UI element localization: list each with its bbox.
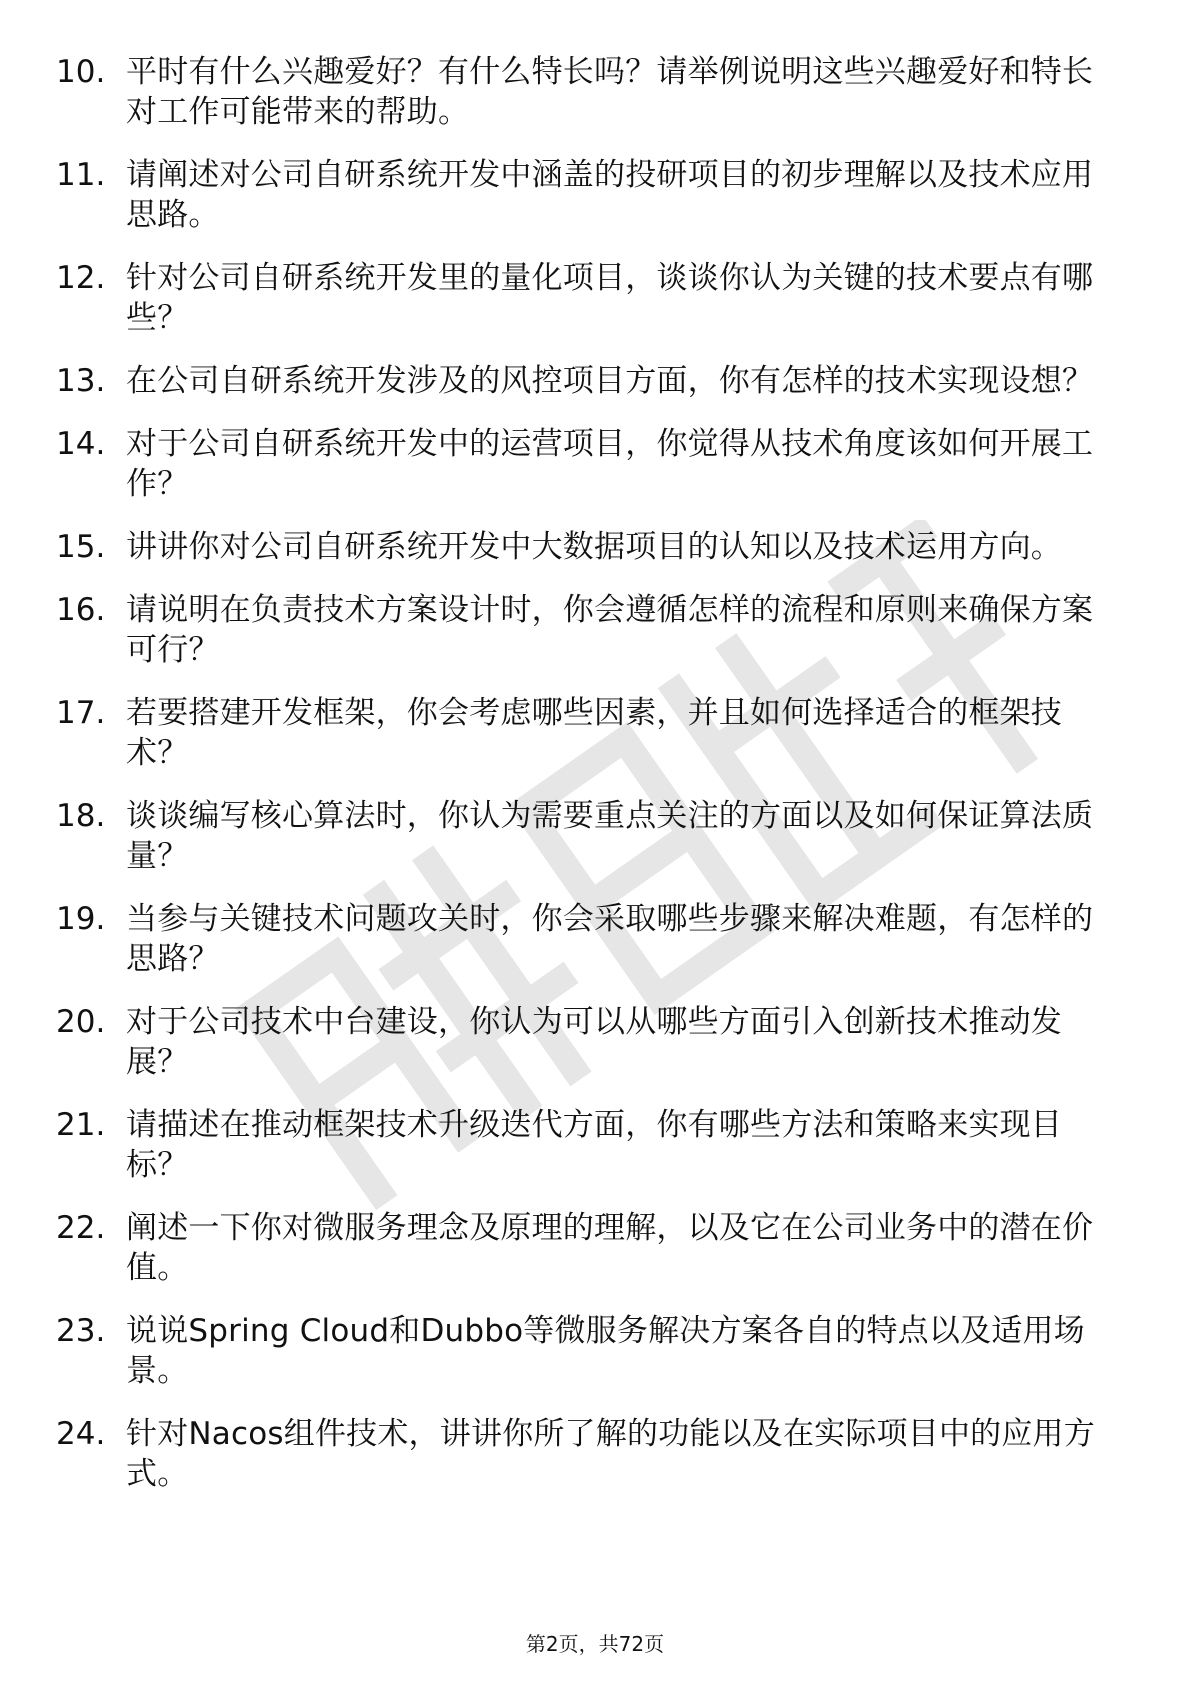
question-number: 19. — [56, 901, 106, 937]
question-text: 请描述在推动框架技术升级迭代方面，你有哪些方法和策略来实现目标？ — [126, 1107, 1062, 1183]
question-number: 23. — [56, 1313, 106, 1349]
question-text: 针对Nacos组件技术，讲讲你所了解的功能以及在实际项目中的应用方式。 — [126, 1416, 1095, 1492]
question-list — [56, 52, 1116, 1517]
question-item — [56, 258, 1116, 338]
question-item — [56, 693, 1116, 773]
question-item — [56, 1208, 1116, 1288]
question-text: 针对公司自研系统开发里的量化项目，谈谈你认为关键的技术要点有哪些？ — [126, 260, 1094, 336]
question-text: 平时有什么兴趣爱好？有什么特长吗？请举例说明这些兴趣爱好和特长对工作可能带来的帮助。 — [126, 54, 1094, 130]
question-number: 11. — [56, 157, 106, 193]
question-text: 对于公司自研系统开发中的运营项目，你觉得从技术角度该如何开展工作？ — [126, 426, 1094, 502]
question-text: 说说Spring Cloud和Dubbo等微服务解决方案各自的特点以及适用场景。 — [126, 1313, 1085, 1389]
question-item — [56, 1105, 1116, 1185]
question-number: 15. — [56, 529, 106, 565]
question-text: 当参与关键技术问题攻关时，你会采取哪些步骤来解决难题，有怎样的思路？ — [126, 901, 1094, 977]
question-number: 22. — [56, 1210, 106, 1246]
question-number: 17. — [56, 695, 106, 731]
question-number: 10. — [56, 54, 106, 90]
question-text: 谈谈编写核心算法时，你认为需要重点关注的方面以及如何保证算法质量？ — [126, 798, 1094, 874]
question-item — [56, 590, 1116, 670]
question-number: 16. — [56, 592, 106, 628]
question-item — [56, 52, 1116, 132]
question-item — [56, 1002, 1116, 1082]
question-item — [56, 361, 1116, 401]
question-item — [56, 1311, 1116, 1391]
question-text: 讲讲你对公司自研系统开发中大数据项目的认知以及技术运用方向。 — [126, 529, 1062, 565]
question-number: 18. — [56, 798, 106, 834]
question-number: 21. — [56, 1107, 106, 1143]
question-item — [56, 527, 1116, 567]
question-text: 阐述一下你对微服务理念及原理的理解，以及它在公司业务中的潜在价值。 — [126, 1210, 1094, 1286]
question-item — [56, 155, 1116, 235]
question-number: 14. — [56, 426, 106, 462]
question-item — [56, 424, 1116, 504]
page-footer: 第2页，共72页 — [525, 1632, 665, 1656]
question-item — [56, 796, 1116, 876]
question-number: 13. — [56, 363, 106, 399]
question-text: 请说明在负责技术方案设计时，你会遵循怎样的流程和原则来确保方案可行？ — [126, 592, 1094, 668]
question-item — [56, 1414, 1116, 1494]
question-item — [56, 899, 1116, 979]
question-number: 24. — [56, 1416, 106, 1452]
question-number: 12. — [56, 260, 106, 296]
question-number: 20. — [56, 1004, 106, 1040]
question-text: 在公司自研系统开发涉及的风控项目方面，你有怎样的技术实现设想？ — [126, 363, 1094, 399]
question-text: 请阐述对公司自研系统开发中涵盖的投研项目的初步理解以及技术应用思路。 — [126, 157, 1094, 233]
question-text: 若要搭建开发框架，你会考虑哪些因素，并且如何选择适合的框架技术？ — [126, 695, 1062, 771]
question-text: 对于公司技术中台建设，你认为可以从哪些方面引入创新技术推动发展？ — [126, 1004, 1062, 1080]
